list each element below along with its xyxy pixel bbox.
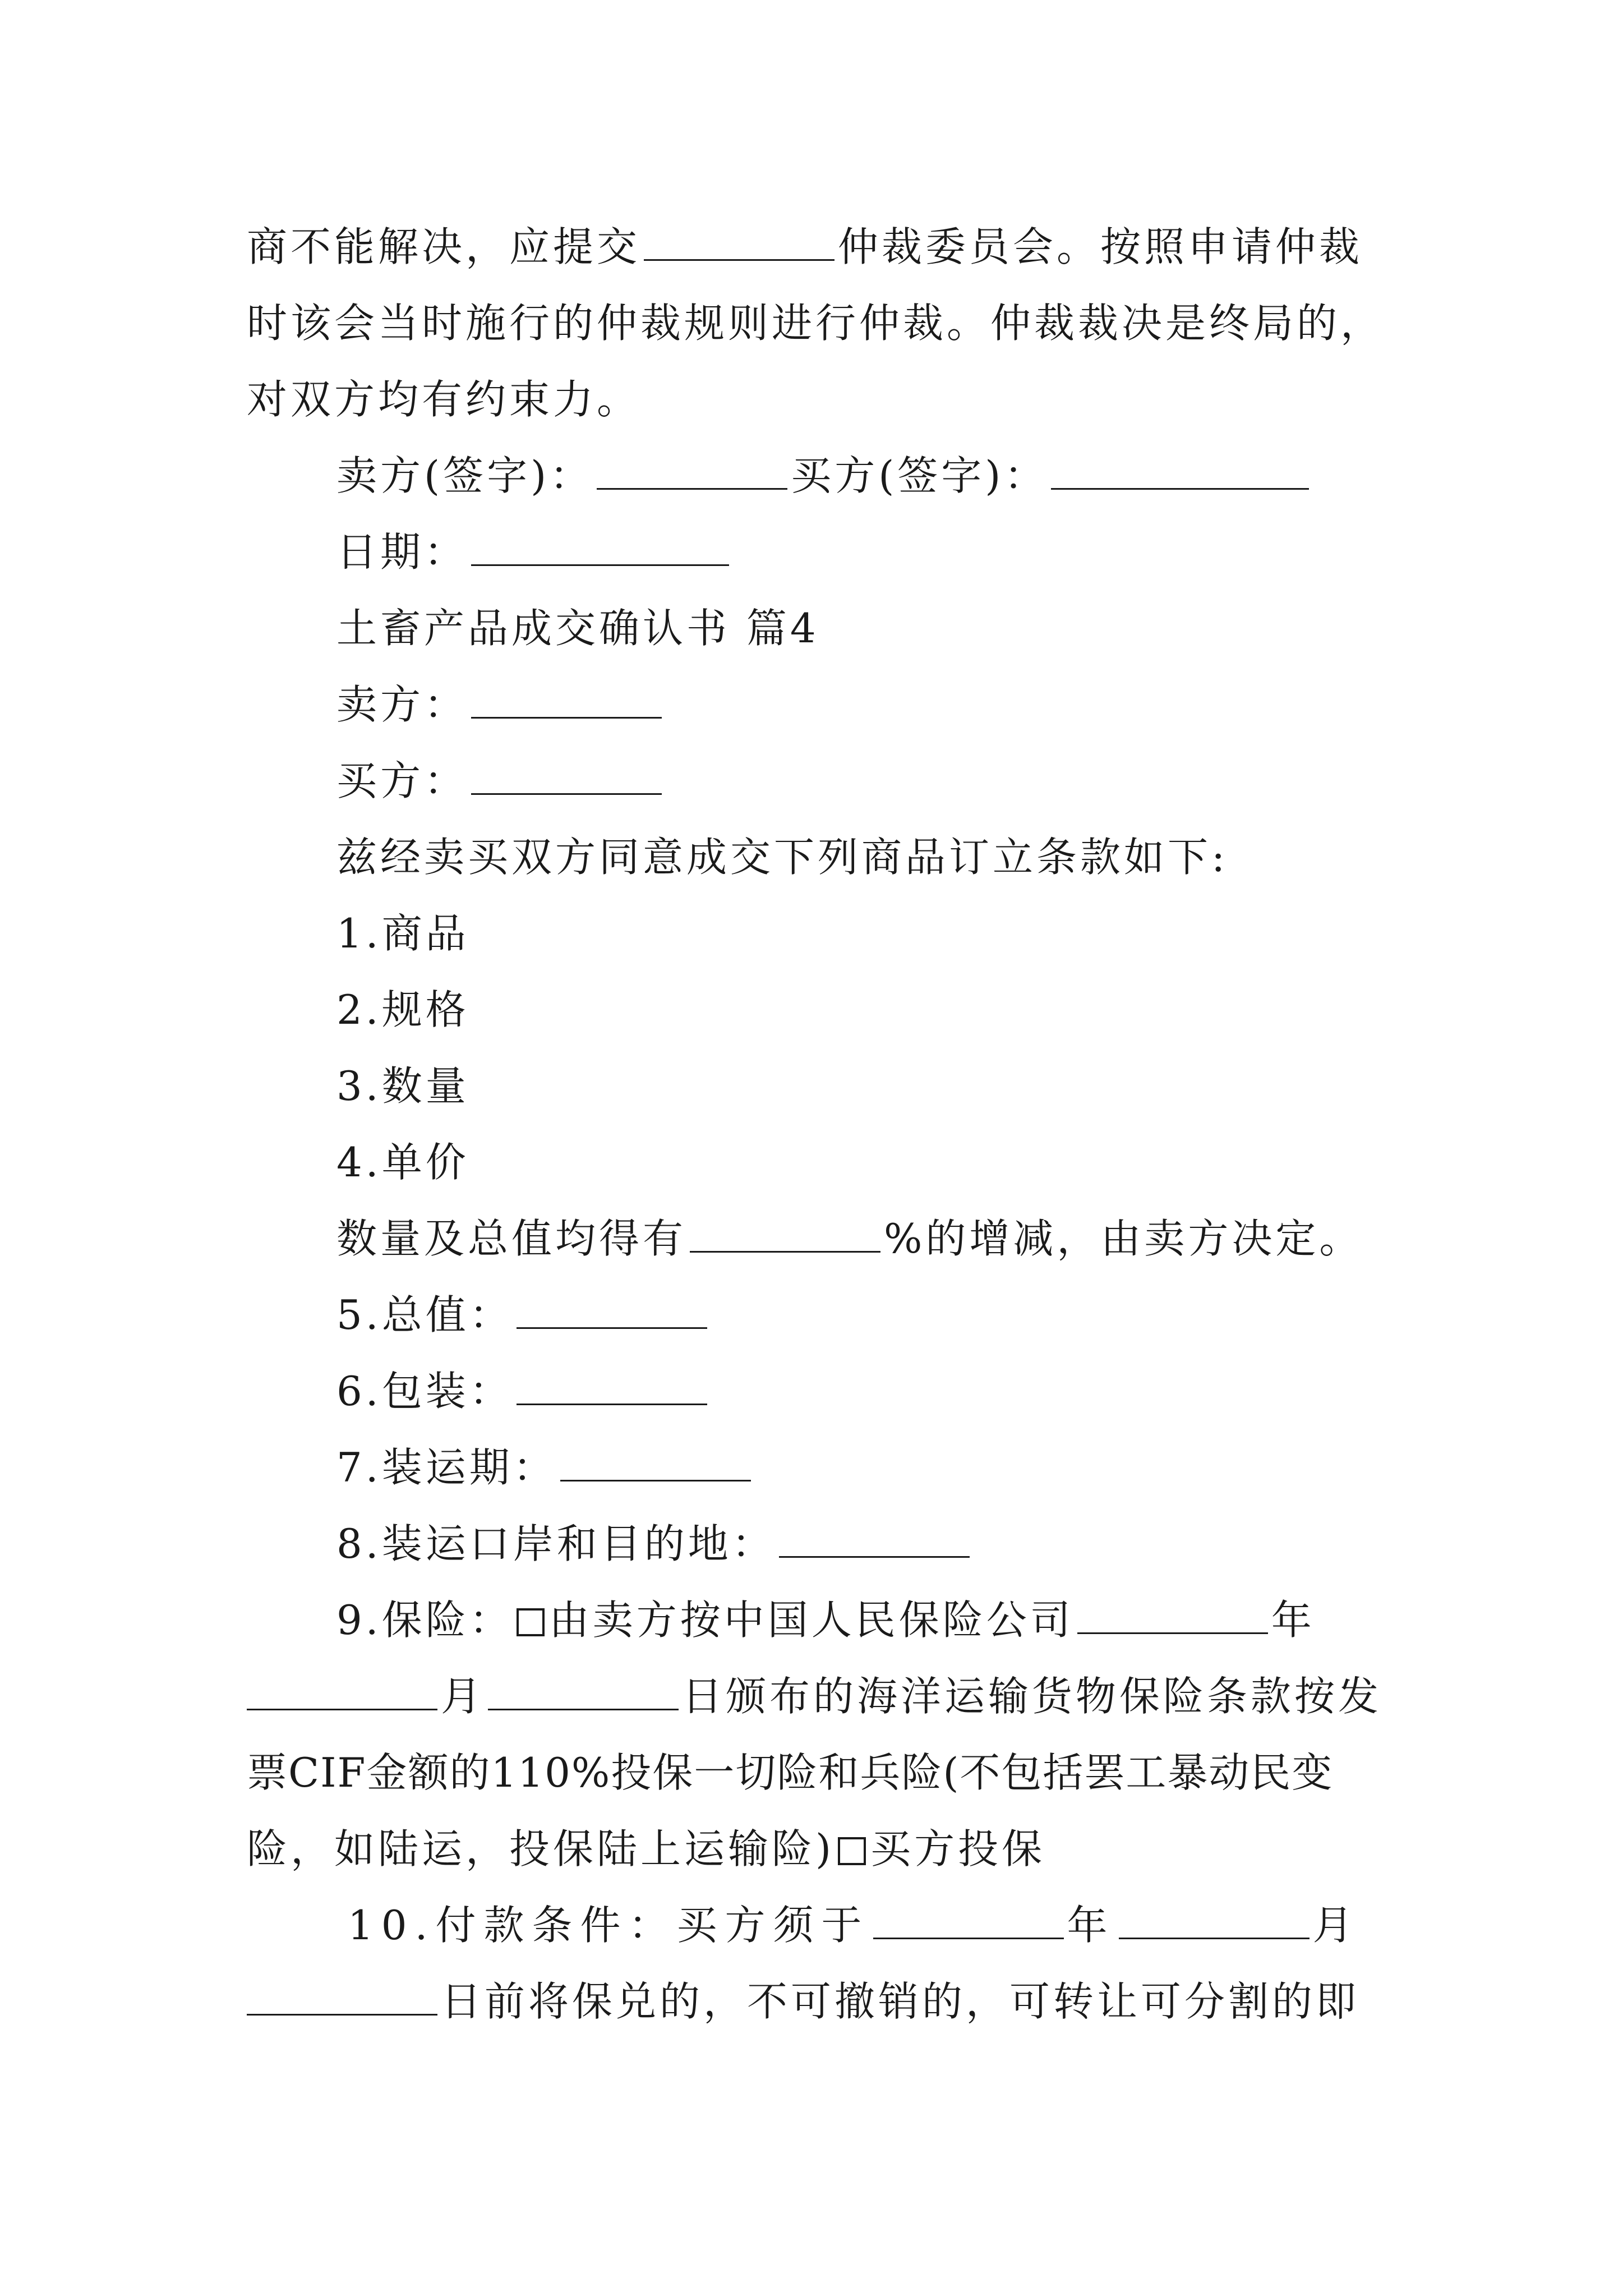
item-text: 1.商品 [336,910,469,957]
item-text: 2.规格 [336,986,469,1033]
buyer-line [336,753,665,809]
section-heading [336,600,819,656]
text-segment: 买方投保 [870,1825,1046,1872]
text-segment: 日前将保兑的，不可撤销的，可转让可分割的即 [441,1978,1360,2025]
text-segment: 数量及总值均得有 [336,1215,687,1262]
item-1 [336,905,469,961]
item-4 [336,1134,469,1190]
buyer-signature-label: 买方(签字)： [791,452,1048,499]
text-segment: 年 [1067,1902,1115,1949]
item-7 [336,1439,754,1496]
blank-total-value [517,1290,707,1329]
text-segment: %的增减，由卖方决定。 [884,1215,1363,1262]
item-6 [336,1363,711,1419]
intro-line [336,829,1228,885]
seller-line [336,677,665,733]
item-text: 5.总值： [336,1291,513,1338]
blank-seller-signature [597,451,787,490]
text-segment: 票CIF金额的110%投保一切险和兵险(不包括罢工暴动民变 [247,1749,1334,1796]
item-3 [336,1058,469,1114]
payment-line-1 [348,1897,1361,1953]
blank-buyer-signature [1051,451,1309,490]
blank-payment-day [247,1977,437,2016]
text-segment: 10.付款条件：买方须于 [348,1902,870,1949]
blank-tolerance [690,1214,880,1253]
blank-port-destination [779,1519,970,1558]
item-5 [336,1287,711,1343]
text-segment: 险，如陆运，投保陆上运输险) [247,1825,835,1872]
blank-arbitration-body [644,222,834,261]
item-text: 6.包装： [336,1368,513,1415]
text-segment: 日颁布的海洋运输货物保险条款按发 [682,1673,1382,1720]
text-segment: 月 [441,1673,485,1720]
blank-payment-year [873,1901,1064,1939]
buyer-label: 买方： [336,757,468,804]
text-segment: 仲裁委员会。按照申请仲裁 [838,223,1363,270]
insurance-line-2 [247,1668,1382,1724]
tolerance-line [336,1211,1363,1267]
heading-text: 土畜产品成交确认书 篇4 [336,605,819,652]
insurance-line-4 [247,1821,1045,1877]
item-text: 4.单价 [336,1139,469,1186]
insurance-line-3 [247,1745,1333,1801]
item-text: 3.数量 [336,1062,469,1110]
blank-insurance-day [488,1672,679,1710]
paragraph-line-2 [247,295,1384,351]
blank-date [471,527,729,566]
blank-insurance-month [247,1672,437,1710]
text-segment: 商不能解决，应提交 [247,223,641,270]
paragraph-line-3 [247,371,640,427]
item-8 [336,1516,973,1572]
blank-buyer [471,756,662,795]
signature-line [336,448,1312,504]
text-segment: 由卖方按中国人民保险公司 [548,1596,1074,1644]
text-segment: 对双方均有约束力。 [247,376,641,423]
text-segment: 9.保险： [336,1596,513,1644]
seller-label: 卖方： [336,681,468,728]
date-label: 日期： [336,528,468,576]
blank-insurance-year [1077,1595,1268,1634]
blank-seller [471,680,662,719]
blank-payment-month [1119,1901,1310,1939]
item-2 [336,982,469,1038]
seller-signature-label: 卖方(签字)： [336,452,594,499]
date-line [336,524,732,580]
blank-shipment-period [560,1443,751,1481]
intro-text: 兹经卖买双方同意成交下列商品订立条款如下: [336,834,1229,881]
blank-packing [517,1366,707,1405]
text-segment: 年 [1271,1596,1315,1644]
seller-insure-checkbox[interactable] [517,1608,545,1636]
buyer-insure-checkbox[interactable] [838,1837,866,1865]
item-text: 7.装运期： [336,1444,557,1491]
text-segment: 月 [1312,1902,1361,1949]
insurance-line-1 [336,1592,1315,1648]
payment-line-2 [247,1973,1359,2030]
paragraph-line-1 [247,219,1363,275]
text-segment: 时该会当时施行的仲裁规则进行仲裁。仲裁裁决是终局的， [247,300,1385,347]
item-text: 8.装运口岸和目的地： [336,1520,776,1567]
